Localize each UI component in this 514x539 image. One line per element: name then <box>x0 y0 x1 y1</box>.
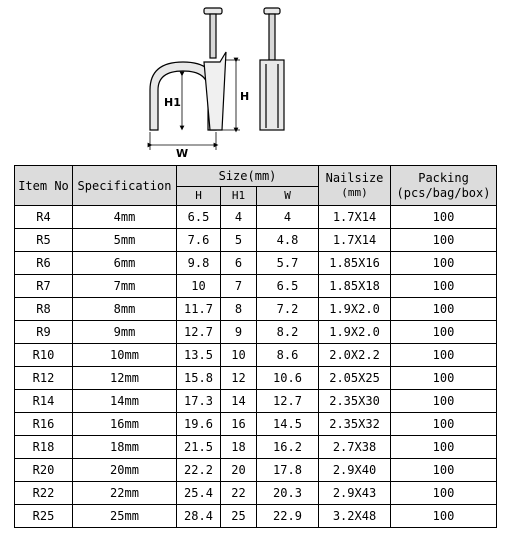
cell-specification: 18mm <box>73 436 177 459</box>
cell-packing: 100 <box>391 482 497 505</box>
cell-h1: 7 <box>221 275 257 298</box>
cell-h1: 20 <box>221 459 257 482</box>
cell-packing: 100 <box>391 459 497 482</box>
table-row <box>15 459 497 482</box>
cell-h: 15.8 <box>177 367 221 390</box>
cell-nailsize: 2.0X2.2 <box>319 344 391 367</box>
cell-nailsize: 1.7X14 <box>319 229 391 252</box>
cell-h: 6.5 <box>177 206 221 229</box>
cell-packing: 100 <box>391 275 497 298</box>
cell-w: 4.8 <box>257 229 319 252</box>
cell-h1: 5 <box>221 229 257 252</box>
cell-nailsize: 1.7X14 <box>319 206 391 229</box>
header-size-w: W <box>257 187 319 206</box>
cell-w: 17.8 <box>257 459 319 482</box>
specification-table <box>14 165 497 528</box>
table-row <box>15 482 497 505</box>
cell-h1: 4 <box>221 206 257 229</box>
cell-nailsize: 2.35X32 <box>319 413 391 436</box>
h1-dimension-label: H1 <box>164 96 181 109</box>
cell-nailsize: 2.9X40 <box>319 459 391 482</box>
clip-side-view <box>260 8 284 130</box>
cell-h1: 6 <box>221 252 257 275</box>
cell-w: 6.5 <box>257 275 319 298</box>
cell-item-no: R16 <box>15 413 73 436</box>
cell-nailsize: 2.05X25 <box>319 367 391 390</box>
table-row <box>15 436 497 459</box>
header-specification: Specification <box>73 166 177 206</box>
clip-front-view <box>150 8 226 130</box>
cell-w: 8.2 <box>257 321 319 344</box>
header-item-no: Item No <box>15 166 73 206</box>
cell-h1: 22 <box>221 482 257 505</box>
cell-item-no: R22 <box>15 482 73 505</box>
cell-h1: 8 <box>221 298 257 321</box>
cell-item-no: R20 <box>15 459 73 482</box>
cell-packing: 100 <box>391 344 497 367</box>
table-body <box>15 206 497 528</box>
cell-specification: 6mm <box>73 252 177 275</box>
cell-item-no: R4 <box>15 206 73 229</box>
cell-item-no: R8 <box>15 298 73 321</box>
cell-w: 5.7 <box>257 252 319 275</box>
header-nailsize <box>319 166 391 206</box>
cell-h: 19.6 <box>177 413 221 436</box>
header-packing-line2: (pcs/bag/box) <box>396 186 491 200</box>
cell-item-no: R14 <box>15 390 73 413</box>
cell-packing: 100 <box>391 367 497 390</box>
cell-specification: 20mm <box>73 459 177 482</box>
cell-h: 25.4 <box>177 482 221 505</box>
cable-clip-diagram <box>0 0 514 165</box>
cell-nailsize: 3.2X48 <box>319 505 391 528</box>
cell-h: 9.8 <box>177 252 221 275</box>
table-row <box>15 298 497 321</box>
cell-w: 8.6 <box>257 344 319 367</box>
cell-nailsize: 1.85X16 <box>319 252 391 275</box>
cell-item-no: R10 <box>15 344 73 367</box>
cell-packing: 100 <box>391 229 497 252</box>
table-row <box>15 229 497 252</box>
table-row <box>15 505 497 528</box>
cell-nailsize: 2.9X43 <box>319 482 391 505</box>
cell-h1: 9 <box>221 321 257 344</box>
header-packing <box>391 166 497 206</box>
w-dimension-label: W <box>176 147 189 160</box>
cell-packing: 100 <box>391 390 497 413</box>
cell-w: 20.3 <box>257 482 319 505</box>
cell-item-no: R25 <box>15 505 73 528</box>
cell-item-no: R6 <box>15 252 73 275</box>
cell-h: 13.5 <box>177 344 221 367</box>
header-size-h1: H1 <box>221 187 257 206</box>
cell-h: 28.4 <box>177 505 221 528</box>
cell-item-no: R9 <box>15 321 73 344</box>
cell-packing: 100 <box>391 413 497 436</box>
table-row <box>15 275 497 298</box>
cell-h: 7.6 <box>177 229 221 252</box>
table-row <box>15 413 497 436</box>
cell-h1: 16 <box>221 413 257 436</box>
cell-h: 21.5 <box>177 436 221 459</box>
cell-nailsize: 1.9X2.0 <box>319 298 391 321</box>
cell-h: 12.7 <box>177 321 221 344</box>
cell-w: 10.6 <box>257 367 319 390</box>
cell-item-no: R12 <box>15 367 73 390</box>
cell-specification: 16mm <box>73 413 177 436</box>
header-packing-line1: Packing <box>418 171 469 185</box>
cell-nailsize: 1.85X18 <box>319 275 391 298</box>
table-row <box>15 252 497 275</box>
cell-packing: 100 <box>391 252 497 275</box>
cell-w: 16.2 <box>257 436 319 459</box>
header-nailsize-line2: (mm) <box>341 186 368 199</box>
table-row <box>15 390 497 413</box>
h-dimension-label: H <box>240 90 250 103</box>
cell-packing: 100 <box>391 505 497 528</box>
cell-specification: 5mm <box>73 229 177 252</box>
cell-h: 22.2 <box>177 459 221 482</box>
cell-h1: 10 <box>221 344 257 367</box>
cell-nailsize: 1.9X2.0 <box>319 321 391 344</box>
table-row <box>15 321 497 344</box>
cell-nailsize: 2.7X38 <box>319 436 391 459</box>
cell-nailsize: 2.35X30 <box>319 390 391 413</box>
cell-specification: 4mm <box>73 206 177 229</box>
cell-h1: 25 <box>221 505 257 528</box>
cell-specification: 10mm <box>73 344 177 367</box>
cell-w: 12.7 <box>257 390 319 413</box>
cell-specification: 14mm <box>73 390 177 413</box>
cell-item-no: R5 <box>15 229 73 252</box>
cell-specification: 9mm <box>73 321 177 344</box>
cell-specification: 12mm <box>73 367 177 390</box>
cell-h: 11.7 <box>177 298 221 321</box>
table-row <box>15 367 497 390</box>
header-nailsize-line1: Nailsize <box>325 171 384 185</box>
cell-w: 4 <box>257 206 319 229</box>
cell-packing: 100 <box>391 321 497 344</box>
cell-w: 7.2 <box>257 298 319 321</box>
cell-item-no: R7 <box>15 275 73 298</box>
cell-h: 17.3 <box>177 390 221 413</box>
header-size-h: H <box>177 187 221 206</box>
cell-specification: 7mm <box>73 275 177 298</box>
table-row <box>15 206 497 229</box>
cell-specification: 25mm <box>73 505 177 528</box>
cell-specification: 22mm <box>73 482 177 505</box>
cell-h1: 14 <box>221 390 257 413</box>
cell-specification: 8mm <box>73 298 177 321</box>
header-size: Size(mm) <box>177 166 319 187</box>
cell-h1: 12 <box>221 367 257 390</box>
table-row <box>15 344 497 367</box>
cell-h1: 18 <box>221 436 257 459</box>
cell-packing: 100 <box>391 298 497 321</box>
cell-packing: 100 <box>391 206 497 229</box>
cell-w: 14.5 <box>257 413 319 436</box>
cell-w: 22.9 <box>257 505 319 528</box>
cell-packing: 100 <box>391 436 497 459</box>
cell-item-no: R18 <box>15 436 73 459</box>
cell-h: 10 <box>177 275 221 298</box>
